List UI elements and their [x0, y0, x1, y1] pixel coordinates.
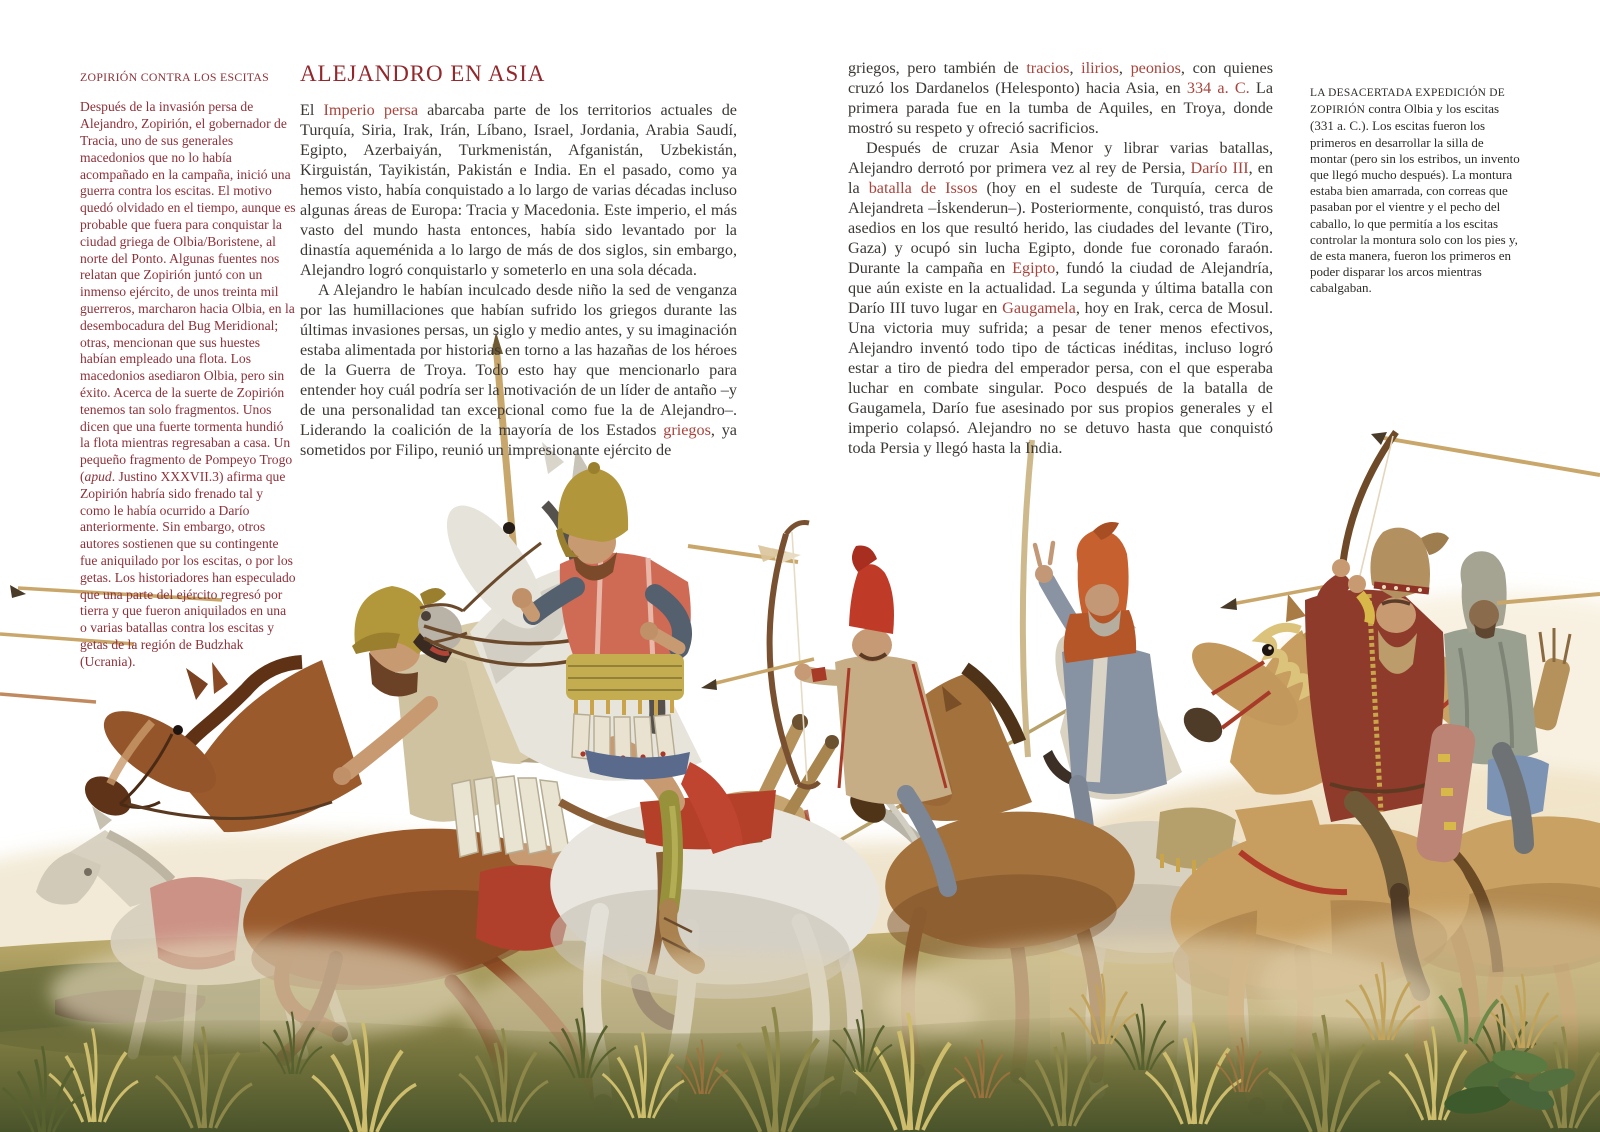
main-column-2	[848, 58, 1273, 458]
article-title: ALEJANDRO EN ASIA	[300, 61, 546, 86]
right-sidebar-text	[1310, 84, 1523, 297]
left-sidebar-heading: ZOPIRIÓN CONTRA LOS ESCITAS	[80, 70, 270, 84]
article-paragraph-4: Después de cruzar Asia Menor y librar varias batallas, Alejandro derrotó por primera vez al rey de Persia, Darío III, en la batalla de Issos (hoy en el sudeste de Turquía, cerca de Alejandreta –İskenderun–). Posteriormente, conquistó, tras duros asedios en los que resultó herido, las ciudades del levante (Tiro, Gaza) y ocupó sin lucha Egipto, donde fue coronado faraón. Durante la campaña en Egipto, fundó la ciudad de Alejandría, que aún existe en la actualidad. La segunda y última batalla con Darío III tuvo lugar en Gaugamela, hoy en Irak, cerca de Mosul. Una victoria muy sufrida; a pesar de tener menos efectivos, Alejandro inventó todo tipo de tácticas inéditas, incluso logró estar a tiro de piedra del emperador persa, con el que esperaba luchar en combate singular. Poco después de la batalla de Gaugamela, Darío fue asesinado por sus propios generales y el imperio colapsó. Alejandro no se detuvo hasta que conquistó toda Persia y llegó hasta la India.	[848, 139, 1273, 457]
left-sidebar-text: Después de la invasión persa de Alejandro, Zopirión, el gobernador de Tracia, uno de sus generales macedonios que no lo había acompañado en la campaña, inició una guerra contra los escitas. El motivo quedó olvidado en el tiempo, aunque es probable que fuera para conquistar la ciudad griega de Olbia/Boristene, al norte del Ponto. Algunas fuentes nos relatan que Zopirión juntó con un inmenso ejército, de unos treinta mil guerreros, marcharon hacia Olbia, en la desembocadura del Bug Meridional; otras, mencionan que sus huestes habían empleado una flota. Los macedonios asediaron Olbia, pero sin éxito. Acerca de la suerte de Zopirión tenemos tan solo fragmentos. Unos dicen que una fuerte tormenta hundió la flota mientras regresaban a casa. Un pequeño fragmento de Pompeyo Trogo (apud. Justino XXXVII.3) afirma que Zopirión habría sido frenado tal y como le había ocurrido a Darío anteriormente. Sin embargo, otros autores sostienen que su contingente fue aniquilado por los escitas, o por los getas. Los historiadores han especulado que una parte del ejército regresó por tierra y que fueron aniquilados en una o varias batallas contra los escitas y getas de la región de Budzhak (Ucrania).	[80, 99, 296, 669]
pteruges-skirt	[452, 776, 569, 857]
main-column-1	[300, 61, 737, 460]
article-paragraph-1: El Imperio persa abarcaba parte de los territorios actuales de Turquía, Siria, Irak, Irán, Líbano, Israel, Jordania, Arabia Saudí, Egipto, Azerbaiyán, Turkmenistán, Afganistán, Uzbekistán, Kirguistán, Tayikistán, Pakistán e India. En el pasado, como ya hemos visto, había conquistado a lo largo de varias décadas incluso algunas áreas de Europa: Tracia y Macedonia. Este imperio, el más vasto del mundo hasta entonces, había sido levantado por la dinastía aqueménida a lo largo de más de dos siglos, sin embargo, Alejandro logró conquistarlo y someterlo en una sola década.	[300, 101, 737, 279]
left-sidebar	[80, 69, 296, 684]
right-sidebar-body: contra Olbia y los escitas (331 a. C.). Los escitas fueron los primeros en desarrollar la silla de montar (pero sin los estribos, un invento que llegó mucho después). La montura estaba bien amarrada, con correas que pasaban por el vientre y el pecho del caballo, lo que permitía a los escitas controlar la montura solo con los pies y, de esta manera, fueron los primeros en poder disparar los arcos mientras cabalgaban.	[1310, 101, 1520, 296]
article-paragraph-2: A Alejandro le habían inculcado desde niño la sed de venganza por las humillaciones que habían sufrido los griegos durante las últimas invasiones persas, un siglo y medio antes, y su imaginación estaba alimentada por historias en torno a las hazañas de los héroes de la Guerra de Troya. Todo esto hay que mencionarlo para entender hoy cuál podría ser la motivación de un líder de antaño –y de una personalidad tan excepcional como fue la de Alejandro–. Liderando la coalición de la mayoría de los Estados griegos, ya sometidos por Filipo, reunió un impresionante ejército de	[300, 281, 737, 459]
right-sidebar-heading: LA DESACERTADA EXPEDICIÓN DE ZOPIRIÓN	[1310, 87, 1505, 117]
article-paragraph-3: griegos, pero también de tracios, ilirios, peonios, con quienes cruzó los Dardanelos (Helesponto) hacia Asia, en 334 a. C. La primera parada fue en la tumba de Aquiles, en Troya, donde mostró su respeto y ofreció sacrificios.	[848, 59, 1274, 137]
right-sidebar	[1310, 71, 1523, 310]
